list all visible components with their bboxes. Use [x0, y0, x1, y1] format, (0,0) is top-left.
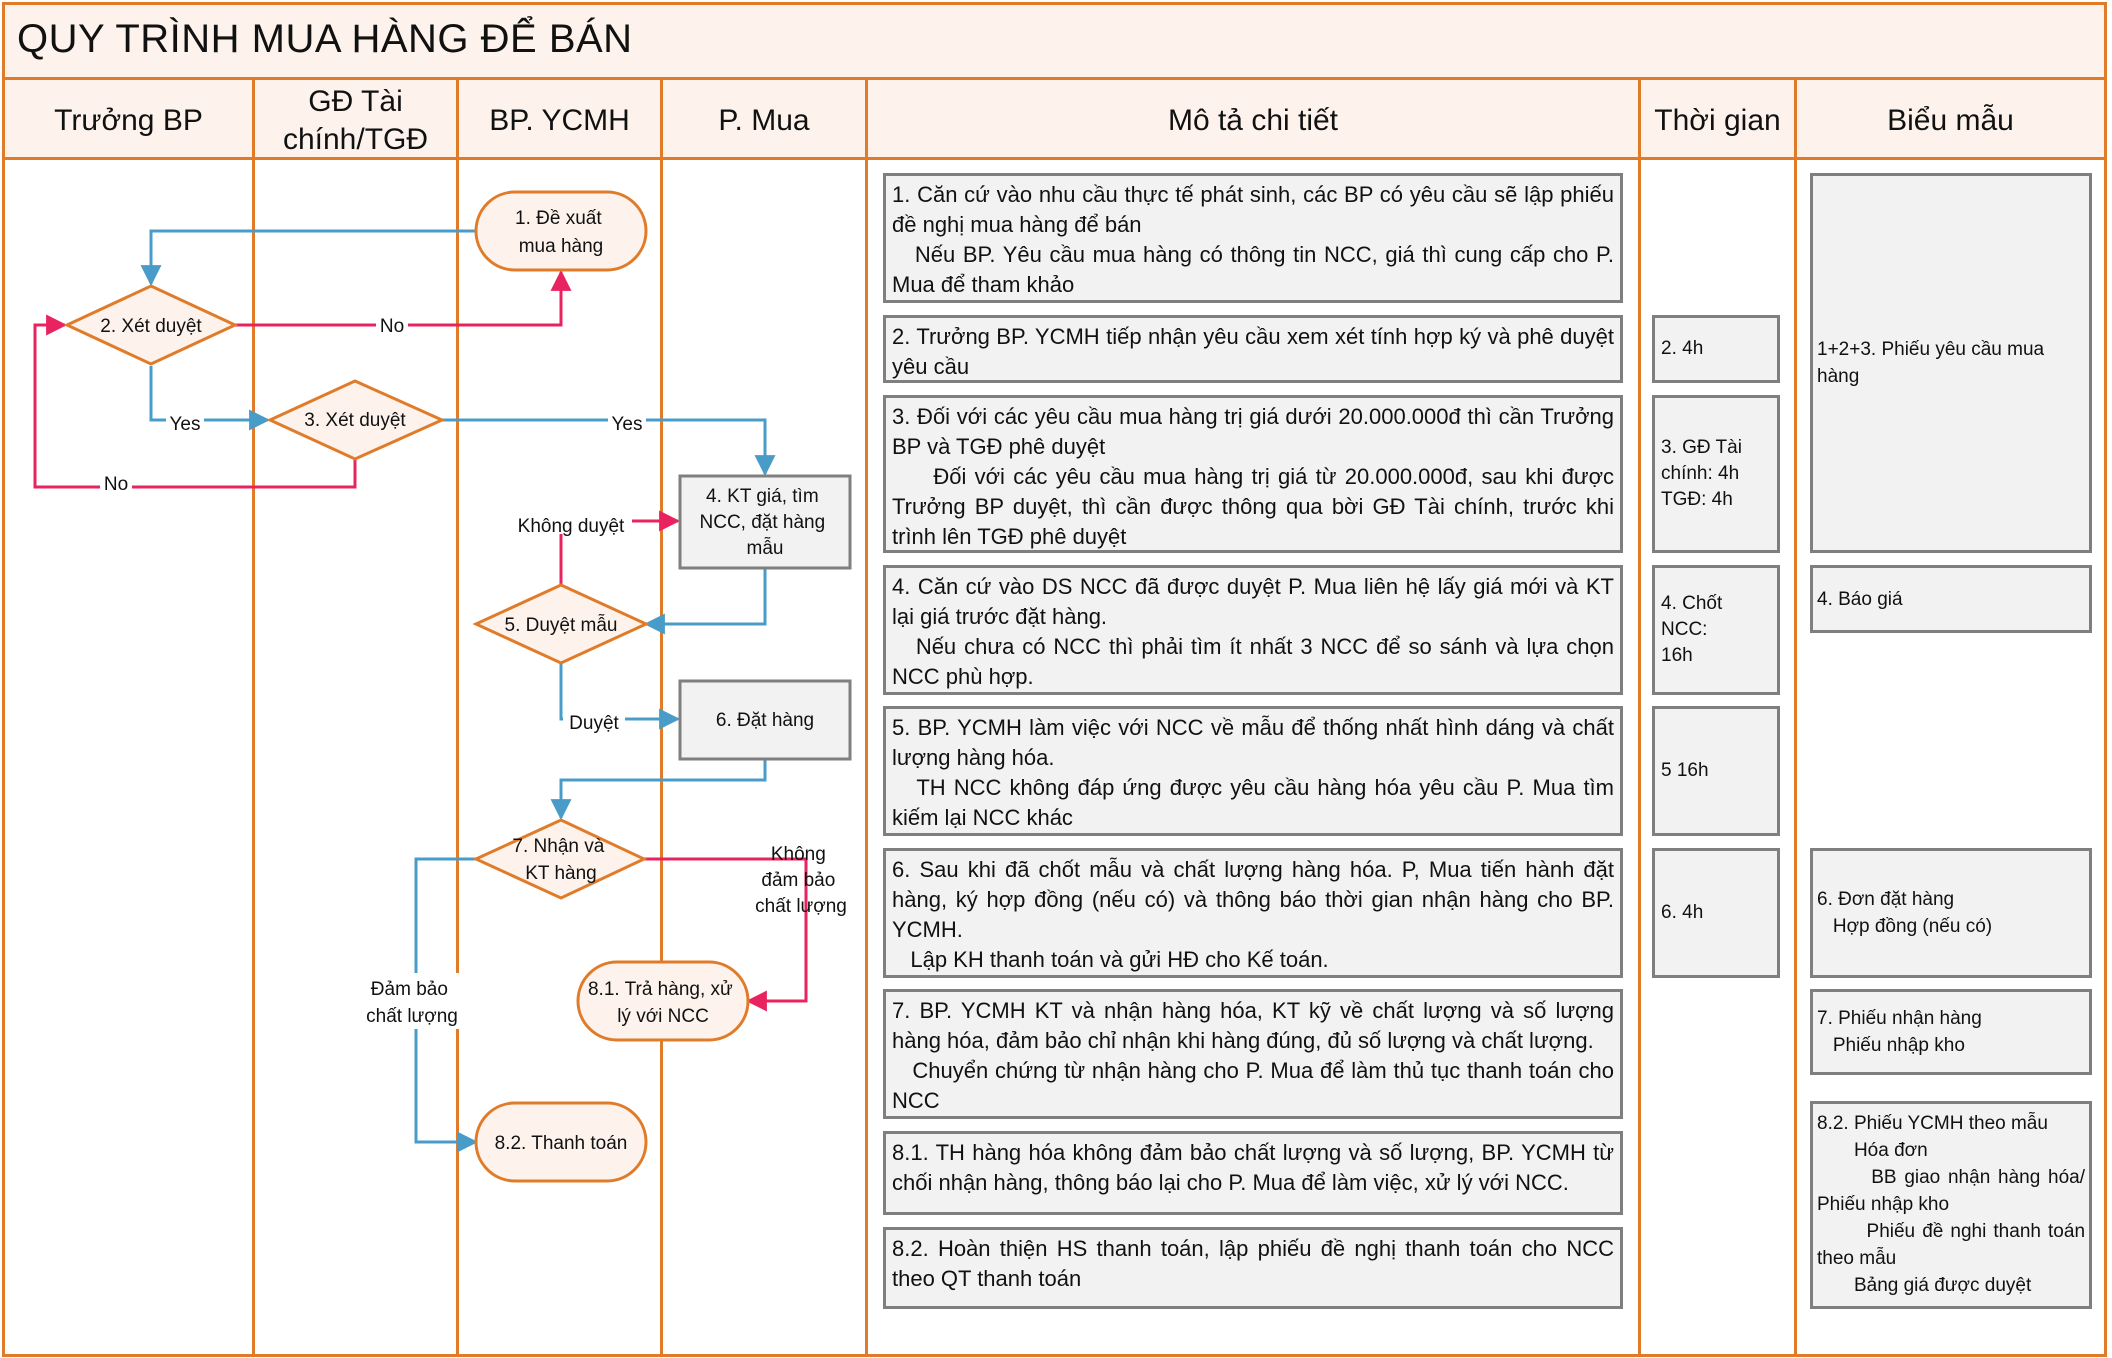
edge-label-no: No: [379, 316, 405, 337]
col-head-p-mua: P. Mua: [718, 104, 810, 137]
edge-label-dam-bao: Đảm bảo: [370, 979, 448, 1000]
edge-label-khong-dam-bao: chất lượng: [755, 896, 847, 917]
time-step-4: 4. Chốt NCC: 16h: [1652, 565, 1780, 695]
edge-label-khong-duyet: Không duyệt: [517, 516, 625, 537]
form-step-6: 6. Đơn đặt hàng Hợp đồng (nếu có): [1810, 848, 2092, 978]
form-step-8-2: 8.2. Phiếu YCMH theo mẫu Hóa đơn BB giao nhận hàng hóa/ Phiếu nhập kho Phiếu đề nghi thanh toán theo mẫu Bảng giá được duyệt: [1810, 1101, 2092, 1309]
description-step-6: 6. Sau khi đã chốt mẫu và chất lượng hàng hóa. P, Mua tiến hành đặt hàng, ký hợp đồng (nếu có) và thông báo thời gian nhận hàng cho BP. YCMH. Lập KH thanh toán và gửi HĐ cho Kế toán.: [883, 848, 1623, 978]
node-6-label: 6. Đặt hàng: [715, 710, 815, 731]
description-step-8-2: 8.2. Hoàn thiện HS thanh toán, lập phiếu đề nghị thanh toán cho NCC theo QT thanh toán: [883, 1227, 1623, 1309]
node-4-line: 4. KT giá, tìm: [706, 486, 819, 507]
svg-text:Không đảm bảo chất lượ: [755, 844, 847, 917]
col-head-mo-ta: Mô tả chi tiết: [1167, 104, 1339, 137]
form-step-7: 7. Phiếu nhận hàng Phiếu nhập kho: [1810, 989, 2092, 1075]
node-7-line: KT hàng: [525, 863, 597, 884]
edge-4-to-5: [646, 568, 765, 624]
form-step-1-3: 1+2+3. Phiếu yêu cầu mua hàng: [1810, 173, 2092, 553]
node-5-label: 5. Duyệt mẫu: [504, 615, 618, 636]
description-step-4: 4. Căn cứ vào DS NCC đã được duyệt P. Mua liên hệ lấy giá mới và KT lại giá trước đặt hàng. Nếu chưa có NCC thì phải tìm ít nhất 3 NCC để so sánh và lựa chọn NCC phù hợp.: [883, 565, 1623, 695]
col-head-thoi-gian: Thời gian: [1654, 104, 1781, 137]
page-title: QUY TRÌNH MUA HÀNG ĐỂ BÁN: [17, 17, 633, 61]
description-step-7: 7. BP. YCMH KT và nhận hàng hóa, KT kỹ về chất lượng và số lượng hàng hóa, đảm bảo chỉ nhận khi hàng đúng, đủ số lượng và chất lượng. Chuyển chứng từ nhận hàng cho P. Mua để làm thủ tục thanh toán cho NCC: [883, 989, 1623, 1119]
col-head-bp-ycmh: BP. YCMH: [489, 104, 630, 137]
node-8-2-label: 8.2. Thanh toán: [494, 1133, 628, 1154]
description-step-3: 3. Đối với các yêu cầu mua hàng trị giá dưới 20.000.000đ thì cần Trưởng BP và TGĐ phê duyệt Đối với các yêu cầu mua hàng trị giá từ 20.000.000đ, sau khi được Trưởng BP duyệt, thì cần được thông qua bời GĐ Tài chính, trước khi trình lên TGĐ phê duyệt: [883, 395, 1623, 553]
edge-label-duyet: Duyệt: [569, 713, 619, 734]
description-step-1: 1. Căn cứ vào nhu cầu thực tế phát sinh, các BP có yêu cầu sẽ lập phiếu đề nghị mua hàng để bán Nếu BP. Yêu cầu mua hàng có thông tin NCC, giá thì cung cấp cho P. Mua để tham khảo: [883, 173, 1623, 303]
edge-label-yes: Yes: [611, 414, 643, 435]
node-8-1: [578, 962, 748, 1040]
time-step-2: 2. 4h: [1652, 315, 1780, 383]
col-head-gd-tai-chinh: GĐ Tài chính/TGĐ: [282, 85, 429, 156]
node-2-label: 2. Xét duyệt: [100, 316, 202, 337]
edge-label-dam-bao: chất lượng: [366, 1006, 458, 1027]
description-step-2: 2. Trưởng BP. YCMH tiếp nhận yêu cầu xem xét tính hợp ký và phê duyệt yêu cầu: [883, 315, 1623, 383]
time-step-3: 3. GĐ Tài chính: 4h TGĐ: 4h: [1652, 395, 1780, 553]
col-head-truong-bp: Trưởng BP: [54, 104, 203, 137]
edge-2-yes-to-3: [151, 366, 268, 420]
edge-label-no: No: [103, 474, 129, 495]
node-4-line: mẫu: [746, 538, 784, 559]
node-1-line: mua hàng: [518, 236, 604, 257]
edge-label-yes: Yes: [169, 414, 201, 435]
node-3-label: 3. Xét duyệt: [304, 410, 406, 431]
time-step-6: 6. 4h: [1652, 848, 1780, 978]
description-step-8-1: 8.1. TH hàng hóa không đảm bảo chất lượng và số lượng, BP. YCMH từ chối nhận hàng, thông báo lại cho P. Mua để làm việc, xử lý với NCC.: [883, 1131, 1623, 1215]
node-7: [476, 820, 644, 898]
edge-3-yes-to-4: [442, 420, 765, 474]
edge-label-khong-dam-bao: Không: [770, 844, 826, 865]
node-8-1-line: 8.1. Trả hàng, xử: [587, 979, 733, 1000]
node-1: [476, 192, 646, 270]
node-8-1-line: lý với NCC: [617, 1006, 709, 1027]
time-step-5: 5 16h: [1652, 706, 1780, 836]
col-head-bieu-mau: Biểu mẫu: [1887, 104, 2014, 137]
node-7-line: 7. Nhận và: [512, 836, 605, 857]
node-4-line: NCC, đặt hàng: [699, 512, 826, 533]
node-1-line: 1. Đề xuất: [515, 208, 602, 229]
description-step-5: 5. BP. YCMH làm việc với NCC về mẫu để thống nhất hình dáng và chất lượng hàng hóa. TH NCC không đáp ứng được yêu cầu hàng hóa yêu cầu P. Mua tìm kiếm lại NCC khác: [883, 706, 1623, 836]
edge-label-khong-dam-bao: đảm bảo: [761, 870, 836, 891]
form-step-4: 4. Báo giá: [1810, 565, 2092, 633]
edge-6-to-7: [561, 759, 765, 818]
edge-1-to-2: [151, 231, 476, 284]
